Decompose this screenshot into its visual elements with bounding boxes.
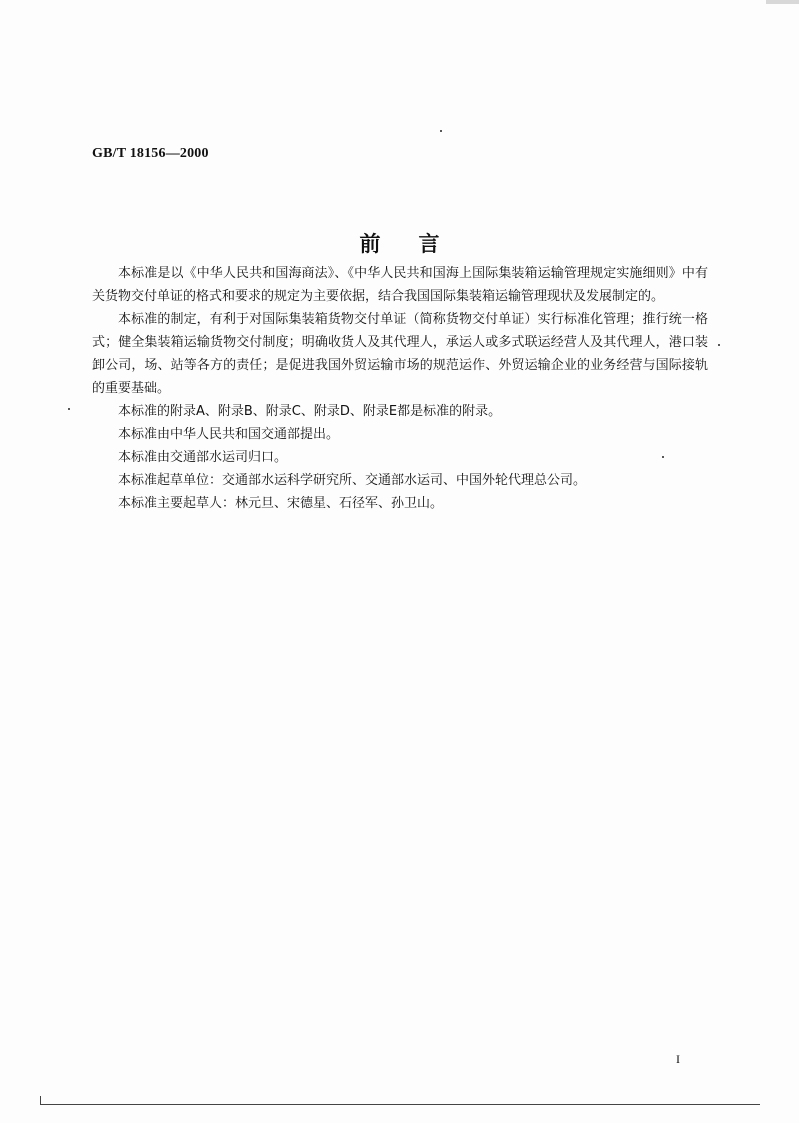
foreword-body — [92, 262, 708, 515]
scan-speck — [718, 344, 720, 346]
paragraph: 本标准起草单位：交通部水运科学研究所、交通部水运司、中国外轮代理总公司。 — [118, 473, 587, 488]
paragraph: 本标准由交通部水运司归口。 — [118, 450, 288, 465]
scan-speck — [68, 408, 70, 410]
page-number: I — [676, 1052, 680, 1066]
scan-speck — [662, 456, 664, 458]
paragraph: 本标准的制定，有利于对国际集装箱货物交付单证（简称货物交付单证）实行标准化管理；推行统一格式；健全集装箱运输货物交付制度；明确收货人及其代理人，承运人或多式联运经营人及其代理人，港口装卸公司，场、站等各方的责任；是促进我国外贸运输市场的规范运作、外贸运输企业的业务经营与国际接轨的重要基础。 — [92, 312, 708, 396]
standard-number: GB/T 18156—2000 — [92, 146, 209, 161]
page-title: 前言 — [359, 232, 478, 256]
scan-edge-rule — [40, 1104, 760, 1105]
scan-edge-mark — [766, 0, 799, 4]
paragraph: 本标准是以《中华人民共和国海商法》、《中华人民共和国海上国际集装箱运输管理规定实施细则》中有关货物交付单证的格式和要求的规定为主要依据，结合我国国际集装箱运输管理现状及发展制定的。 — [92, 266, 708, 304]
paragraph: 本标准由中华人民共和国交通部提出。 — [118, 427, 340, 442]
paragraph: 本标准的附录A、附录B、附录C、附录D、附录E都是标准的附录。 — [118, 404, 502, 419]
scan-speck — [440, 130, 442, 132]
paragraph: 本标准主要起草人：林元旦、宋德星、石径军、孙卫山。 — [118, 496, 444, 511]
